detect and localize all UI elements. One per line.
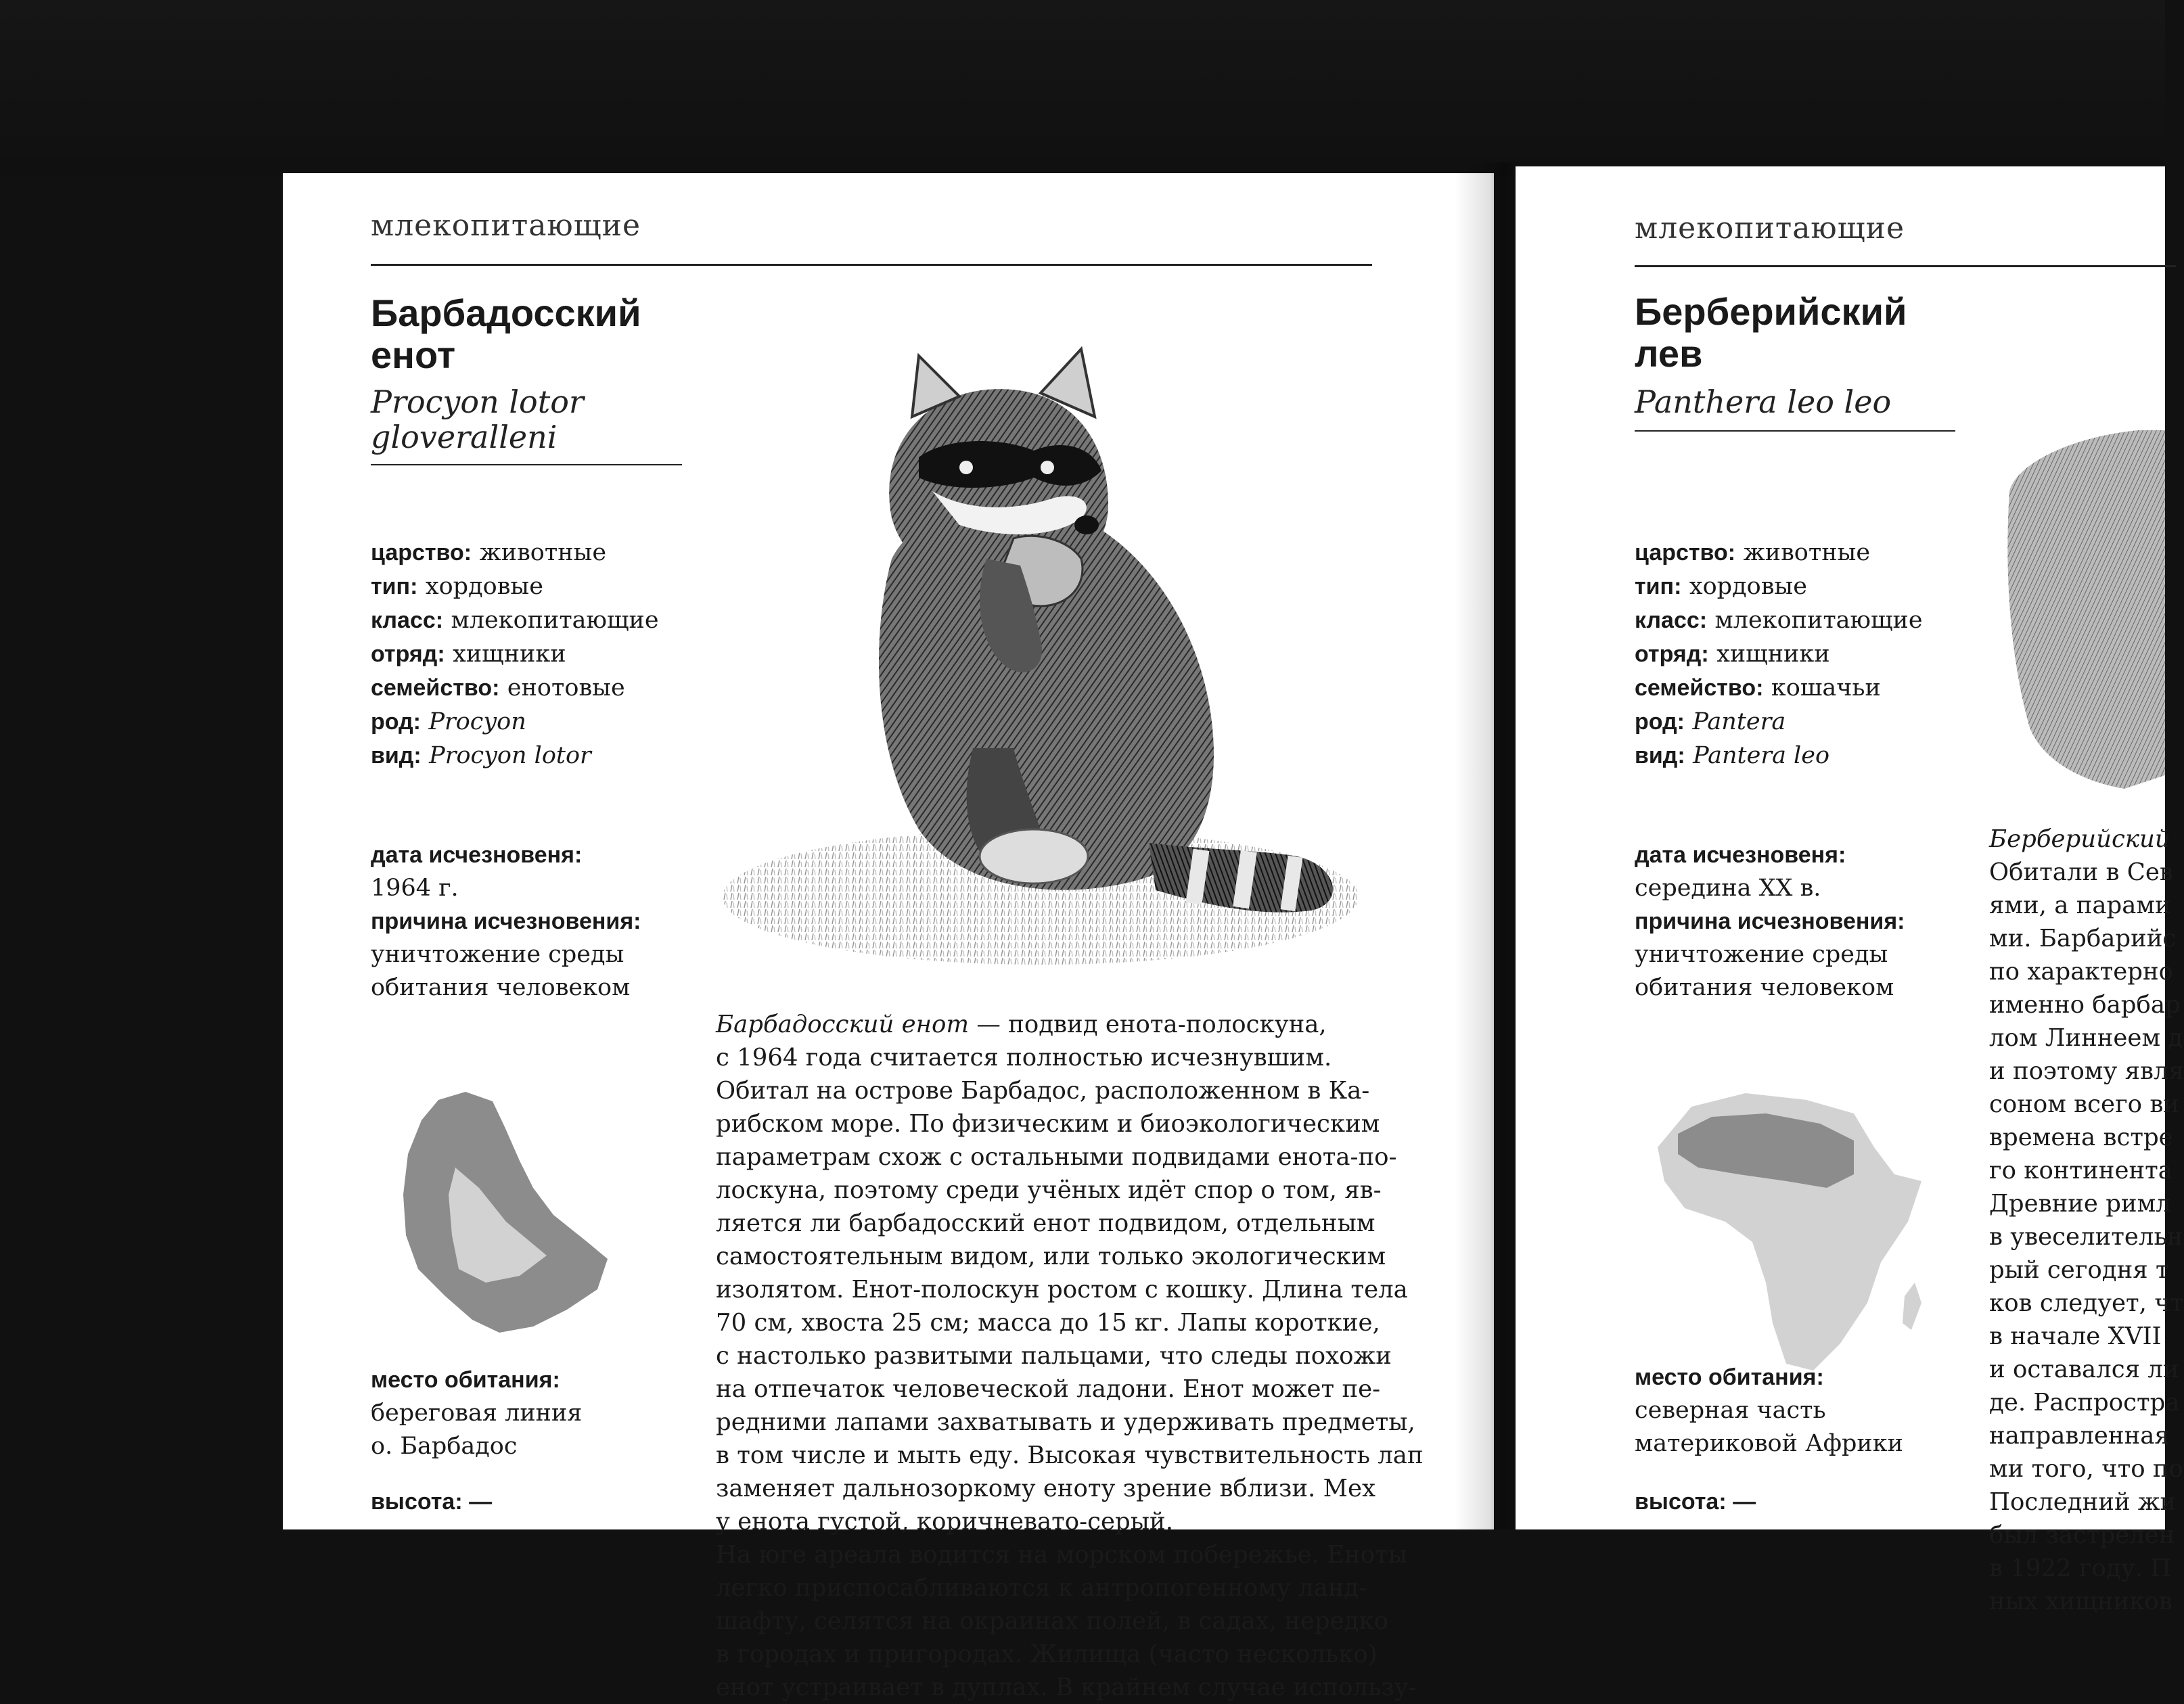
- extinction-date-label: дата исчезновеня:: [1635, 842, 1846, 868]
- taxonomy-row: [1635, 705, 1923, 739]
- body-lead-italic: Берберийский: [1989, 825, 2170, 853]
- taxonomy-row: [371, 705, 659, 739]
- habitat-label: место обитания:: [371, 1367, 560, 1393]
- body-line: ков следует, чт: [1989, 1289, 2184, 1317]
- taxonomy-key: класс:: [1635, 607, 1708, 633]
- body-line: в городах и пригородах. Жилища (часто несколько): [716, 1640, 1378, 1668]
- article-body: [1989, 823, 2184, 1618]
- body-line: направленная: [1989, 1422, 2170, 1450]
- taxonomy-value: енотовые: [507, 674, 625, 701]
- africa-map-icon: [1651, 1080, 1928, 1377]
- body-line: легко приспосабливаются к антропогенному ланд-: [716, 1574, 1367, 1602]
- extinction-cause-label: причина исчезновения:: [371, 908, 641, 934]
- taxonomy-list: [1635, 536, 1923, 773]
- taxonomy-row: [371, 536, 659, 570]
- body-line: и поэтому явля: [1989, 1057, 2184, 1085]
- taxonomy-value: Pantera: [1692, 708, 1786, 735]
- taxonomy-key: род:: [371, 709, 421, 735]
- taxonomy-value: животные: [479, 539, 607, 566]
- body-line: Обитал на острове Барбадос, расположенном в Ка-: [716, 1077, 1370, 1105]
- body-line: [1989, 823, 2184, 856]
- taxonomy-row: [1635, 739, 1923, 773]
- body-line: лоскуна, поэтому среди учёных идёт спор о том, яв-: [716, 1176, 1382, 1204]
- body-line: ми. Барбарийс: [1989, 925, 2177, 952]
- body-line: времена встре: [1989, 1124, 2173, 1151]
- body-line: де. Распростра: [1989, 1389, 2180, 1417]
- taxonomy-row: [1635, 603, 1923, 637]
- taxonomy-row: [1635, 570, 1923, 603]
- body-line: в увеселительн: [1989, 1223, 2183, 1251]
- taxonomy-key: тип:: [371, 574, 418, 599]
- section-label: млекопитающие: [371, 208, 641, 243]
- extinction-date-label: дата исчезновеня:: [371, 842, 583, 868]
- extinction-date-value: 1964 г.: [371, 875, 459, 902]
- body-line: именно барбар: [1989, 991, 2181, 1019]
- habitat-value: северная часть: [1635, 1397, 1826, 1424]
- species-latin-name: [371, 384, 584, 455]
- taxonomy-key: отряд:: [1635, 641, 1709, 667]
- body-line: соном всего ви: [1989, 1090, 2179, 1118]
- body-line: 70 см, хвоста 25 см; масса до 15 кг. Лапы короткие,: [716, 1309, 1380, 1337]
- title-rule: [1635, 430, 1955, 432]
- body-line: го континента: [1989, 1157, 2172, 1184]
- title-rule: [371, 464, 682, 465]
- taxonomy-value: хищники: [453, 641, 566, 668]
- body-line: На юге ареала водится на морском побережье. Еноты: [716, 1541, 1408, 1569]
- left-page: [283, 173, 1494, 1701]
- extinction-cause-value: уничтожение среды: [371, 941, 624, 968]
- taxonomy-value: животные: [1743, 539, 1871, 566]
- body-line: с 1964 года считается полностью исчезнувшим.: [716, 1044, 1332, 1072]
- taxonomy-key: отряд:: [371, 641, 445, 667]
- habitat-label: место обитания:: [1635, 1364, 1824, 1390]
- habitat-value: береговая линия: [371, 1400, 583, 1427]
- height-info: [1635, 1486, 1756, 1519]
- extinction-date-value: середина XX в.: [1635, 875, 1821, 902]
- height-info: [371, 1486, 492, 1519]
- taxonomy-row: [371, 739, 659, 773]
- taxonomy-key: тип:: [1635, 574, 1682, 599]
- extinction-cause-label: причина исчезновения:: [1635, 908, 1905, 934]
- height-label: высота: —: [371, 1489, 493, 1515]
- taxonomy-key: царство:: [1635, 540, 1736, 566]
- body-line: лом Линнеем д: [1989, 1024, 2183, 1052]
- barbados-map-icon: [391, 1086, 614, 1337]
- taxonomy-key: семейство:: [1635, 675, 1764, 701]
- body-line: параметрам схож с остальными подвидами енота-по-: [716, 1143, 1397, 1171]
- taxonomy-row: [1635, 671, 1923, 705]
- scanner-background: [0, 0, 2165, 176]
- body-line: енот устраивает в дуплах. В крайнем случае использу-: [716, 1674, 1417, 1701]
- taxonomy-value: Pantera leo: [1693, 742, 1830, 769]
- body-line: рибском море. По физическим и биоэкологическим: [716, 1110, 1380, 1138]
- taxonomy-value: млекопитающие: [451, 607, 659, 634]
- body-line-text: — подвид енота-полоскуна,: [969, 1011, 1327, 1038]
- body-line: ми того, что по: [1989, 1455, 2183, 1483]
- body-line: с настолько развитыми пальцами, что следы похожи: [716, 1342, 1392, 1370]
- taxonomy-key: класс:: [371, 607, 444, 633]
- taxonomy-row: [371, 570, 659, 603]
- taxonomy-key: царство:: [371, 540, 472, 566]
- extinction-cause-value: уничтожение среды: [1635, 941, 1888, 968]
- taxonomy-key: вид:: [1635, 743, 1685, 768]
- body-line: ями, а парами: [1989, 892, 2171, 919]
- body-line: шафту, селятся на окраинах полей, в садах, нередко: [716, 1607, 1389, 1635]
- extinction-info: [1635, 839, 1905, 1005]
- taxonomy-list: [371, 536, 659, 773]
- body-line: заменяет дальнозоркому еноту зрение вблизи. Мех: [716, 1475, 1375, 1502]
- body-line: рый сегодня т: [1989, 1256, 2169, 1284]
- taxonomy-value: кошачьи: [1771, 674, 1881, 701]
- header-rule: [371, 264, 1372, 266]
- raccoon-engraving-icon: [716, 315, 1379, 978]
- species-title-line: лев: [1635, 332, 1703, 375]
- body-line: ляется ли барбадосский енот подвидом, отдельным: [716, 1210, 1375, 1237]
- body-line: и оставался ли: [1989, 1356, 2179, 1383]
- species-title-line: Барбадосский: [371, 292, 641, 334]
- body-line: по характерно: [1989, 958, 2173, 986]
- extinction-cause-value: обитания человеком: [1635, 974, 1894, 1001]
- taxonomy-row: [371, 603, 659, 637]
- taxonomy-key: семейство:: [371, 675, 500, 701]
- body-lead-italic: Барбадосский енот: [716, 1011, 970, 1038]
- body-line: ных хищников: [1989, 1588, 2172, 1615]
- taxonomy-value: хищники: [1716, 641, 1830, 668]
- taxonomy-row: [371, 637, 659, 671]
- taxonomy-value: хордовые: [1689, 573, 1807, 600]
- body-line: в начале XVII: [1989, 1322, 2162, 1350]
- taxonomy-value: хордовые: [425, 573, 543, 600]
- body-line: был застрелен: [1989, 1521, 2175, 1549]
- body-line: Обитали в Сев: [1989, 858, 2173, 886]
- right-page: [1516, 166, 2184, 1615]
- body-line: на отпечаток человеческой ладони. Енот может пе-: [716, 1375, 1381, 1403]
- species-latin-name: [1635, 384, 1891, 419]
- latin-line: Procyon lotor: [371, 384, 584, 420]
- lion-engraving-icon: [1989, 423, 2165, 802]
- habitat-value: о. Барбадос: [371, 1433, 518, 1460]
- taxonomy-value: Procyon: [428, 708, 526, 735]
- article-body: [716, 1008, 1424, 1704]
- header-rule: [1635, 265, 2176, 267]
- habitat-info: [371, 1364, 582, 1463]
- body-line: редними лапами захватывать и удерживать предметы,: [716, 1408, 1415, 1436]
- extinction-cause-value: обитания человеком: [371, 974, 631, 1001]
- body-line: [716, 1008, 1424, 1041]
- taxonomy-value: млекопитающие: [1714, 607, 1923, 634]
- taxonomy-value: Procyon lotor: [429, 742, 591, 769]
- height-label: высота: —: [1635, 1489, 1756, 1515]
- species-title: [371, 292, 641, 376]
- taxonomy-row: [1635, 536, 1923, 570]
- taxonomy-key: вид:: [371, 743, 422, 768]
- taxonomy-key: род:: [1635, 709, 1685, 735]
- habitat-info: [1635, 1361, 1903, 1460]
- extinction-info: [371, 839, 641, 1005]
- taxonomy-row: [1635, 637, 1923, 671]
- body-line: Древние римл: [1989, 1190, 2171, 1218]
- habitat-value: материковой Африки: [1635, 1430, 1903, 1457]
- taxonomy-row: [371, 671, 659, 705]
- species-title-line: Берберийский: [1635, 290, 1907, 333]
- section-label: млекопитающие: [1635, 211, 1905, 246]
- body-line: Последний жи: [1989, 1488, 2177, 1516]
- species-title: [1635, 291, 1907, 375]
- latin-line: gloveralleni: [371, 419, 558, 455]
- body-line: самостоятельным видом, или только экологическим: [716, 1243, 1386, 1270]
- body-line: изолятом. Енот-полоскун ростом с кошку. Длина тела: [716, 1276, 1408, 1304]
- body-line: у енота густой, коричневато-серый.: [716, 1508, 1173, 1536]
- body-line: в 1922 году. П: [1989, 1555, 2172, 1582]
- latin-line: Panthera leo leo: [1635, 384, 1892, 420]
- species-title-line: енот: [371, 333, 456, 376]
- body-line: в том числе и мыть еду. Высокая чувствительность лап: [716, 1442, 1424, 1469]
